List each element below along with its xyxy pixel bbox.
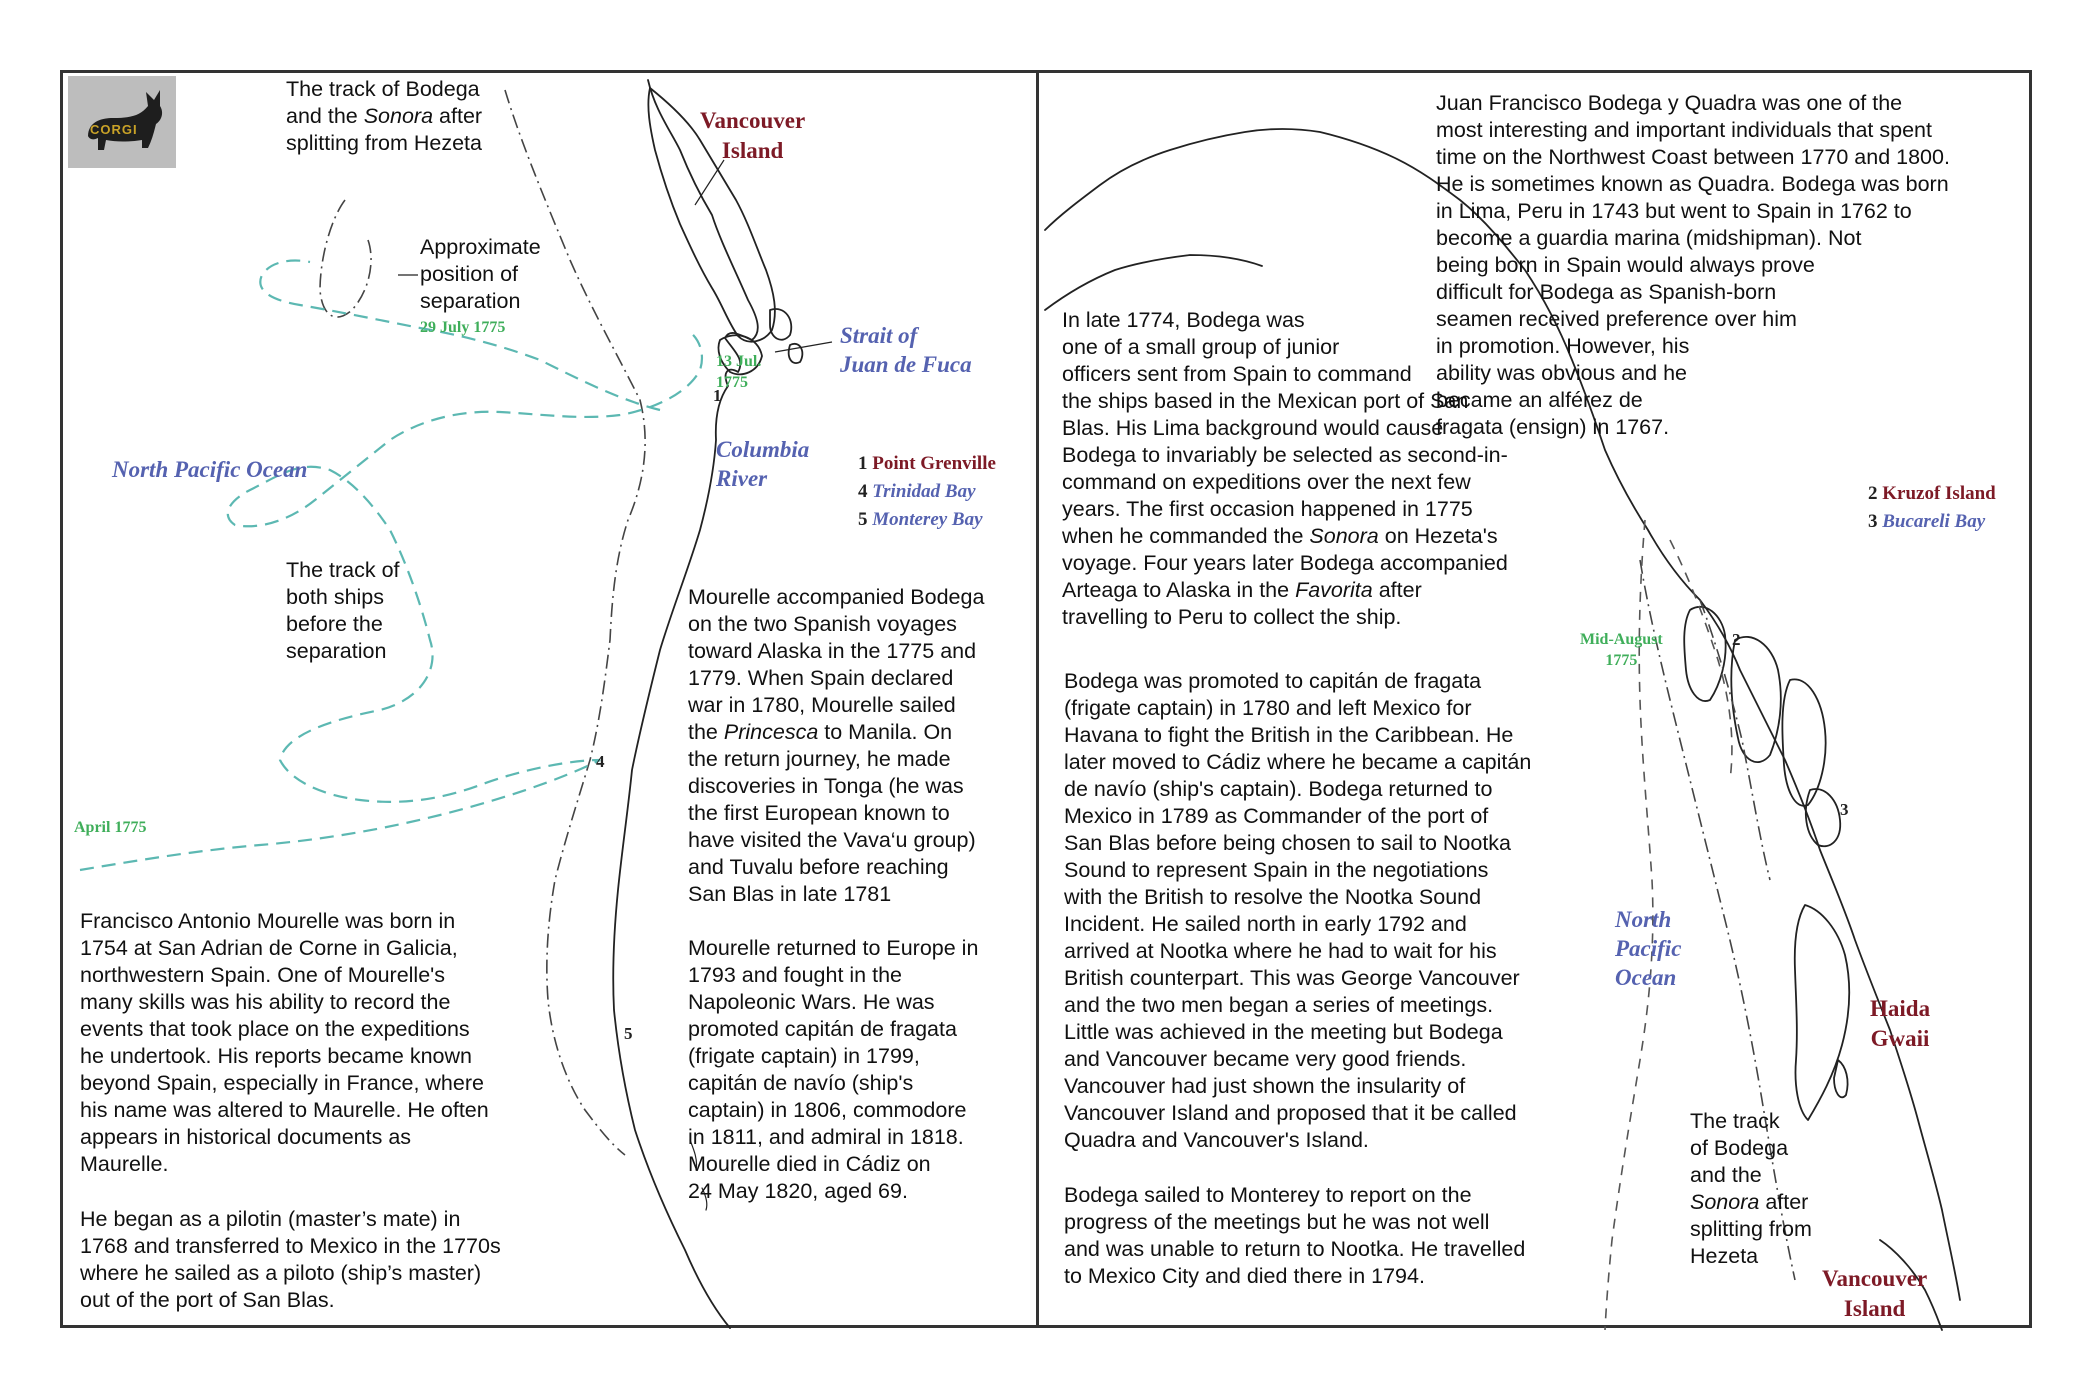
track-split-note-and: and the	[286, 104, 364, 128]
sonora-ship-name: Sonora	[1309, 524, 1379, 548]
right-inner-coast	[1045, 255, 1262, 310]
label-strait-of-juan-de-fuca: Strait of Juan de Fuca	[840, 323, 972, 377]
legend-row-trinidad-bay: 4 Trinidad Bay	[858, 481, 976, 502]
label-mid-august-1775: Mid-August 1775	[1580, 631, 1663, 669]
separation-date: 29 July 1775	[420, 319, 506, 336]
mourelle-bio-paragraph-2: He began as a pilotin (master’s mate) in 1768 and transferred to Mexico in the 1770s where he sailed as a piloto (ship’s master) out of the port of San Blas.	[80, 1207, 501, 1312]
label-north-pacific-ocean-right: North Pacific Ocean	[1615, 907, 1682, 990]
favorita-ship-name: Favorita	[1295, 578, 1373, 602]
legend-row-kruzof-island: 2 Kruzof Island	[1868, 483, 1996, 504]
track-split-note-after: after	[433, 104, 483, 128]
track-split-note-line1: The track of Bodega	[286, 77, 480, 101]
label-vancouver-island-right: Vancouver Island	[1822, 1266, 1928, 1321]
point-number-1: 1	[713, 386, 722, 405]
label-13-july-1775: 13 Jul. 1775	[716, 353, 762, 391]
bodega-intro-text: Juan Francisco Bodega y Quadra was one of the most interesting and important individuals that spent time on the Northwest Coast between 1770 and 1800. He is sometimes known as Quadra. Bodega was born in Lima, Peru in 1743 but went to Spain in 1762 to become a guardia marina (midshipman). Not being born in Spain would always prove difficult for Bodega as Spanish-born seamen received preference over him in promotion. However, his ability was obvious and he became an alférez de fragata (ensign) in 1767.	[1436, 91, 1950, 439]
point-number-2: 2	[1732, 630, 1741, 649]
both-ships-note: The track of both ships before the separation	[286, 558, 400, 663]
princesca-ship-name: Princesca	[723, 720, 819, 744]
legend-left	[858, 450, 996, 534]
corgi-logo	[68, 76, 176, 168]
legend-right	[1868, 480, 1996, 536]
mourelle-voyages-text: Mourelle accompanied Bodega on the two Spanish voyages toward Alaska in the 1775 and 1779. When Spain declared war in 1780, Mourelle sailed the Princesca to Manila. On the return journey, he made discoveries in Tonga (he was the first European known to have visited the Vava‘u group) and Tuvalu before reaching San Blas in late 1781	[688, 585, 985, 906]
bodega-monterey-text: Bodega sailed to Monterey to report on the progress of the meetings but he was not well and was unable to return to Nootka. He travelled to Mexico City and died there in 1794.	[1064, 1183, 1526, 1288]
leader-strait	[775, 342, 832, 352]
point-number-5: 5	[624, 1024, 633, 1043]
label-april-1775: April 1775	[74, 819, 147, 836]
legend-row-point-grenville: 1 Point Grenville	[858, 453, 996, 474]
logo-text: CORGI	[90, 122, 138, 137]
legend-row-bucareli-bay: 3 Bucareli Bay	[1868, 511, 1986, 532]
track-note-right: The track of Bodega and the Sonora after splitting from Hezeta	[1690, 1109, 1812, 1268]
point-number-3: 3	[1840, 800, 1849, 819]
kruzof-island-outline	[1684, 607, 1725, 701]
haida-gwaii-outline	[1795, 905, 1850, 1120]
leader-vancouver-island	[695, 160, 724, 205]
mourelle-later-career-text: Mourelle returned to Europe in 1793 and fought in the Napoleonic Wars. He was promoted capitán de fragata (frigate captain) in 1799, capitán de navío (ship's captain) in 1806, commodore in 1811, and admiral in 1818. Mourelle died in Cádiz on 24 May 1820, aged 69.	[688, 936, 979, 1203]
legend-row-monterey-bay: 5 Monterey Bay	[858, 509, 983, 530]
label-vancouver-island-left: Vancouver Island	[700, 108, 806, 163]
bodega-promotion-text: Bodega was promoted to capitán de fragata (frigate captain) in 1780 and left Mexico for Havana to fight the British in the Caribbean. He later moved to Cádiz where he became a capitán de navío (ship's captain). Bodega returned to Mexico in 1789 as Commander of the port of San Blas before being chosen to sail to Nootka Sound to represent Spain in the negotiations with the British to resolve the Nootka Sound Incident. He sailed north in early 1792 and arrived at Nootka where he had to wait for his British counterpart. This was George Vancouver and the two men began a series of meetings. Little was achieved in the meeting but Bodega and Vancouver became very good friends. Vancouver had just shown the insularity of Vancouver Island and proposed that it be called Quadra and Vancouver's Island.	[1064, 669, 1532, 1152]
separation-note: Approximate position of separation	[420, 235, 541, 313]
track-split-note-left	[286, 76, 482, 157]
label-north-pacific-ocean-left: North Pacific Ocean	[112, 457, 308, 482]
point-number-4: 4	[596, 752, 605, 771]
track-hezeta-separation-loop	[320, 200, 371, 317]
track-note-sonora: Sonora	[1690, 1190, 1760, 1214]
bodega-late-1774-text: In late 1774, Bodega was one of a small group of junior officers sent from Spain to command the ships based in the Mexican port of San Blas. His Lima background would cause Bodega to invariably be selected as second-in- command on expeditions over the next few years. The first occasion happened in 1775 when he commanded the Sonora on Hezeta's voyage. Four years later Bodega accompanied Arteaga to Alaska in the Favorita after travelling to Peru to collect the ship.	[1062, 308, 1508, 629]
label-columbia-river: Columbia River	[716, 437, 810, 491]
mourelle-bio-paragraph-1: Francisco Antonio Mourelle was born in 1754 at San Adrian de Corne in Galicia, northwestern Spain. One of Mourelle's many skills was his ability to record the events that took place on the expeditions he undertook. His reports became known beyond Spain, especially in France, where his name was altered to Maurelle. He often appears in historical documents as Maurelle.	[80, 909, 489, 1176]
track-split-note-line3: splitting from Hezeta	[286, 131, 482, 155]
label-haida-gwaii: Haida Gwaii	[1870, 996, 1931, 1051]
track-split-note-sonora: Sonora	[363, 104, 434, 128]
